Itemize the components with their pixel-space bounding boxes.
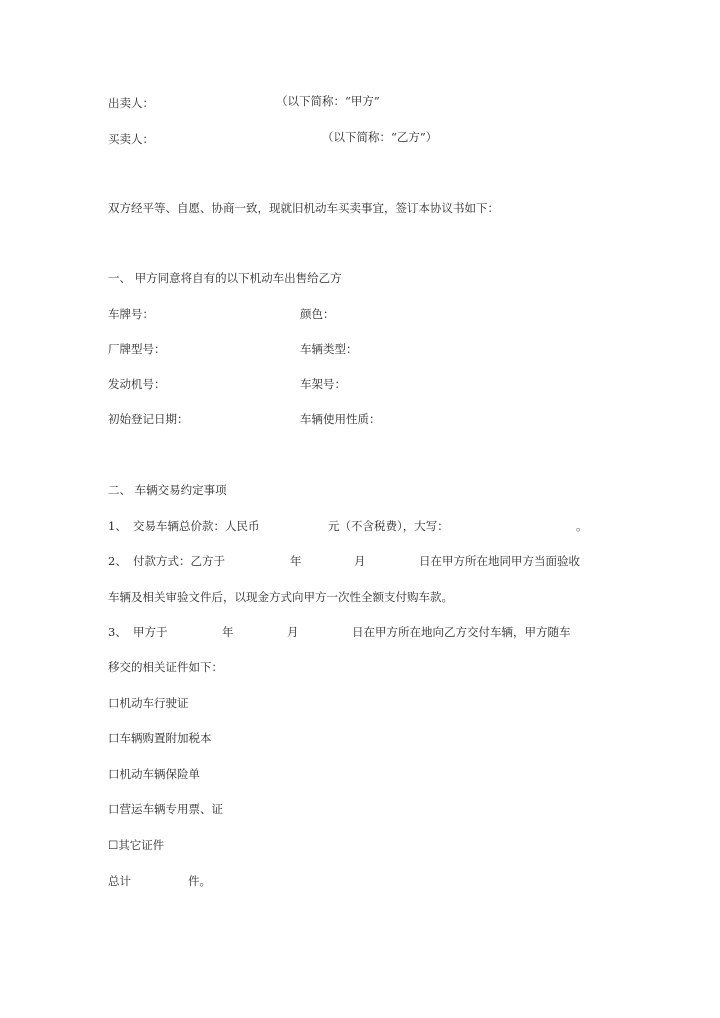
- item2-year: 年: [290, 554, 302, 568]
- item1-tax-text: 元（不含税费），大写：: [328, 519, 449, 533]
- item2-payment-text: 付款方式：乙方于: [133, 554, 225, 568]
- item2-line2: 车辆及相关审验文件后，以现金方式向甲方一次性全额支付购车款。: [108, 590, 453, 604]
- doc-item-operating-permit[interactable]: 口营运车辆专用票、证: [108, 802, 223, 816]
- item3-year: 年: [222, 625, 234, 639]
- item3-delivery-text: 甲方于: [133, 625, 168, 639]
- item3-number: 3、: [108, 625, 127, 639]
- field-model-label: 厂牌型号：: [108, 342, 166, 356]
- section1-heading: 一、 甲方同意将自有的以下机动车出售给乙方: [108, 271, 342, 285]
- doc-item-other-documents[interactable]: ☐其它证件: [108, 838, 165, 852]
- item3-month: 月: [287, 625, 299, 639]
- item1-end-mark: 。: [576, 519, 588, 533]
- field-vehicle-type-label: 车辆类型：: [300, 342, 358, 356]
- item1-number: 1、: [108, 519, 127, 533]
- item2-number: 2、: [108, 554, 127, 568]
- section2-heading: 二、 车辆交易约定事项: [108, 483, 227, 497]
- field-engine-no-label: 发动机号：: [108, 377, 166, 391]
- doc-item-insurance-policy[interactable]: 口机动车辆保险单: [108, 767, 200, 781]
- doc-item-purchase-tax-book[interactable]: 口车辆购置附加税本: [108, 731, 212, 745]
- total-unit: 件。: [188, 874, 211, 888]
- seller-label: 出卖人：: [108, 96, 154, 110]
- intro-paragraph: 双方经平等、自愿、协商一致，现就旧机动车买卖事宜，签订本协议书如下：: [108, 201, 499, 215]
- seller-note: （以下简称：“甲方”: [276, 94, 380, 108]
- field-first-reg-date-label: 初始登记日期：: [108, 412, 189, 426]
- item2-month: 月: [354, 554, 366, 568]
- item1-price-text: 交易车辆总价款：人民币: [133, 519, 260, 533]
- total-label: 总计: [108, 874, 131, 888]
- field-use-nature-label: 车辆使用性质：: [300, 412, 381, 426]
- field-frame-no-label: 车架号：: [300, 377, 346, 391]
- item2-day-text: 日在甲方所在地同甲方当面验收: [419, 554, 580, 568]
- buyer-label: 买卖人：: [108, 132, 154, 146]
- buyer-note: （以下简称：“乙方”）: [322, 130, 438, 144]
- field-plate-label: 车牌号：: [108, 307, 154, 321]
- doc-item-driving-license[interactable]: 口机动车行驶证: [108, 696, 189, 710]
- item3-line2: 移交的相关证件如下：: [108, 660, 223, 674]
- item3-day-text: 日在甲方所在地向乙方交付车辆，甲方随车: [352, 625, 571, 639]
- field-color-label: 颜色：: [300, 307, 335, 321]
